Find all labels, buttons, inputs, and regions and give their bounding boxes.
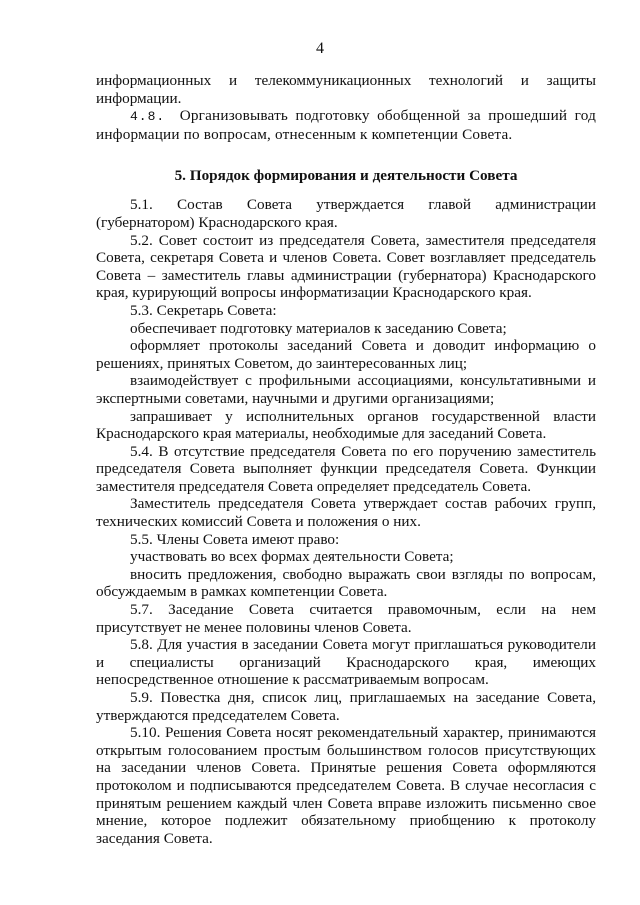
paragraph-5-8: 5.8. Для участия в заседании Совета могут приглашаться руководители и специалисты организаций Краснодарского края, имеющих непосредственное отношение к рассматриваемым вопросам.: [96, 636, 596, 689]
section-heading: 5. Порядок формирования и деятельности Совета: [174, 167, 518, 185]
paragraph-5-3: 5.3. Секретарь Совета:: [130, 301, 277, 319]
paragraph-5-3-c: взаимодействует с профильными ассоциациями, консультативными и экспертными советами, научными и другими организациями;: [96, 372, 596, 407]
paragraph-5-7: 5.7. Заседание Совета считается правомочным, если на нем присутствует не менее половины членов Совета.: [96, 601, 596, 636]
paragraph-5-4-b: Заместитель председателя Совета утверждает состав рабочих групп, технических комиссий Совета и положения о них.: [96, 495, 596, 531]
paragraph-5-10: 5.10. Решения Совета носят рекомендательный характер, принимаются открытым голосованием простым большинством голосов присутствующих на заседании членов Совета. Принятые решения Совета оформляются протоколом и подписываются председателем Совета. В случае несогласия с принятым решением каждый член Совета вправе изложить письменно свое мнение, которое подлежит обязательному приобщению к протоколу заседания Совета.: [96, 724, 596, 847]
paragraph-5-5-a: участвовать во всех формах деятельности Совета;: [130, 548, 454, 566]
page-number: 4: [316, 40, 324, 57]
document-body: [96, 72, 596, 847]
paragraph-5-3-a: обеспечивает подготовку материалов к заседанию Совета;: [130, 319, 507, 337]
item-text: Организовывать подготовку обобщенной за прошедший год информации по вопросам, отнесенным к компетенции Совета.: [96, 107, 597, 143]
paragraph-continuation: информационных и телекоммуникационных технологий и защиты информации.: [96, 72, 596, 107]
paragraph-5-3-b: оформляет протоколы заседаний Совета и доводит информацию о решениях, принятых Советом, до заинтересованных лиц;: [96, 337, 596, 372]
item-number: 4.8.: [130, 109, 166, 125]
paragraph-5-1: 5.1. Состав Совета утверждается главой администрации (губернатором) Краснодарского края.: [96, 196, 596, 231]
paragraph-4-8: [96, 107, 596, 143]
paragraph-5-5: 5.5. Члены Совета имеют право:: [130, 530, 340, 548]
paragraph-5-3-d: запрашивает у исполнительных органов государственной власти Краснодарского края материалы, необходимые для заседаний Совета.: [96, 407, 596, 443]
paragraph-5-9: 5.9. Повестка дня, список лиц, приглашаемых на заседание Совета, утверждаются председателем Совета.: [96, 689, 596, 724]
paragraph-5-5-b: вносить предложения, свободно выражать свои взгляды по вопросам, обсуждаемым в рамках компетенции Совета.: [96, 565, 596, 601]
paragraph-5-2: 5.2. Совет состоит из председателя Совета, заместителя председателя Совета, секретаря Совета и членов Совета. Совет возглавляет председатель Совета – заместитель главы администрации (губернатора) Краснодарского края, курирующий вопросы информатизации Краснодарского края.: [96, 231, 596, 302]
paragraph-5-4: 5.4. В отсутствие председателя Совета по его поручению заместитель председателя Совета выполняет функции председателя Совета. Функции заместителя председателя Совета определяет председатель Совета.: [96, 442, 596, 495]
